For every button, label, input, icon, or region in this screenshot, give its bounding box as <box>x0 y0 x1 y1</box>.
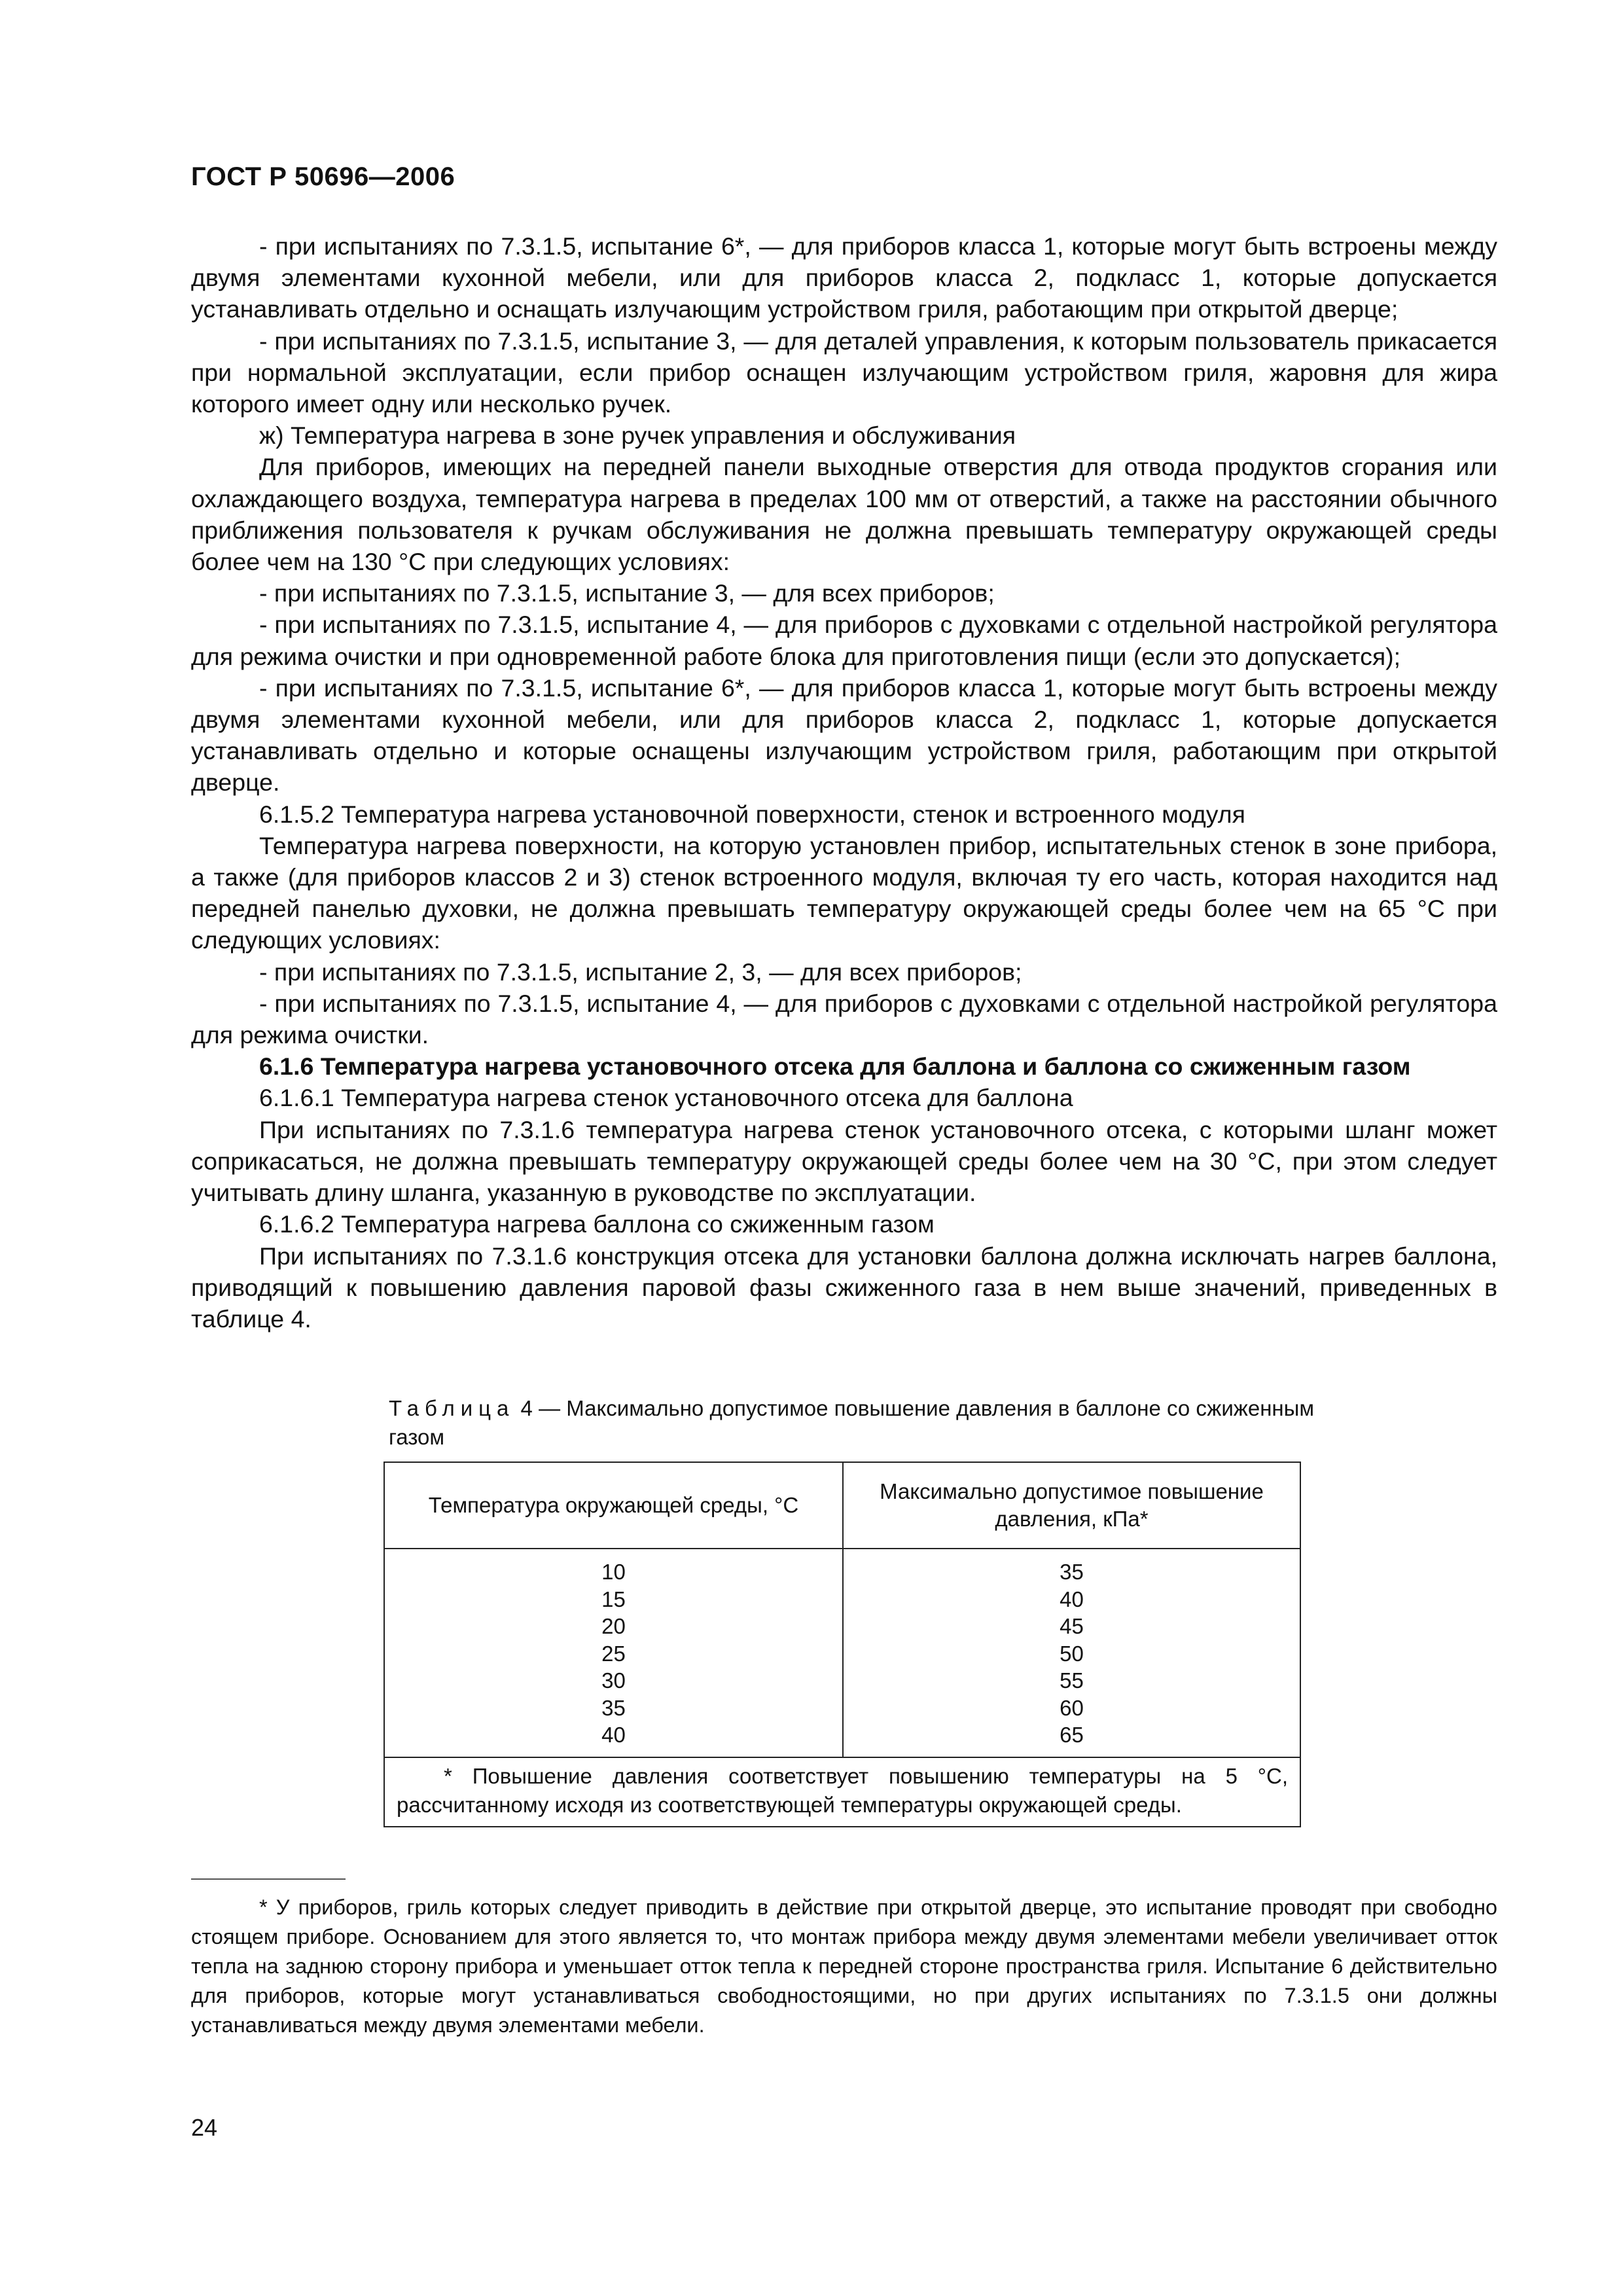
pressure-column <box>843 1549 1300 1757</box>
paragraph: - при испытаниях по 7.3.1.5, испытание 4, — для приборов с духовками с отдельной настройкой регулятора для режима очистки и при одновременной работе блока для приготовления пищи (если это допускается); <box>191 611 1497 670</box>
table-cell: 35 <box>1060 1560 1084 1584</box>
table-cell: 35 <box>601 1695 626 1720</box>
table-cell: 15 <box>601 1587 626 1611</box>
table-cell: 40 <box>1060 1587 1084 1611</box>
table-cell: 20 <box>601 1614 626 1638</box>
document-header: ГОСТ Р 50696—2006 <box>191 162 455 191</box>
paragraph: - при испытаниях по 7.3.1.5, испытание 3, — для деталей управления, к которым пользователь прикасается при нормальной эксплуатации, если прибор оснащен излучающим устройством гриля, жаровня для жира которого имеет одну или несколько ручек. <box>191 327 1497 418</box>
table-cell: 60 <box>1060 1695 1084 1720</box>
data-table <box>383 1462 1301 1827</box>
table-note-row <box>384 1757 1300 1827</box>
paragraph: - при испытаниях по 7.3.1.5, испытание 3, — для всех приборов; <box>259 579 995 607</box>
paragraph: При испытаниях по 7.3.1.6 конструкция отсека для установки баллона должна исключать нагрев баллона, приводящий к повышению давления паровой фазы сжиженного газа в нем выше значений, приведенных в таблице 4. <box>191 1242 1497 1333</box>
paragraph: При испытаниях по 7.3.1.6 температура нагрева стенок установочного отсека, с которыми шланг может соприкасаться, не должна превышать температуру окружающей среды более чем на 30 °С, при этом следует учитывать длину шланга, указанную в руководстве по эксплуатации. <box>191 1115 1497 1207</box>
table-header-row <box>384 1462 1300 1549</box>
paragraph: 6.1.6.1 Температура нагрева стенок установочного отсека для баллона <box>259 1084 1073 1112</box>
table-cell: 30 <box>601 1668 626 1693</box>
table-values-row <box>384 1549 1300 1757</box>
table-note-text: * Повышение давления соответствует повышению температуры на 5 °С, рассчитанному исходя из соответствующей температуры окружающей среды. <box>397 1763 1288 1817</box>
table-cell: 55 <box>1060 1668 1084 1693</box>
table-caption-label: Таблица <box>389 1396 515 1420</box>
table-cell: 40 <box>601 1723 626 1747</box>
paragraph: 6.1.5.2 Температура нагрева установочной поверхности, стенок и встроенного модуля <box>259 800 1245 828</box>
table-caption <box>389 1394 1318 1452</box>
table-header-temperature: Температура окружающей среды, °С <box>384 1462 843 1549</box>
pressure-table <box>383 1462 1301 1827</box>
paragraph: Температура нагрева поверхности, на которую установлен прибор, испытательных стенок в зоне прибора, а также (для приборов классов 2 и 3) стенок встроенного модуля, включая ту его часть, которая находится над передней панелью духовки, не должна превышать температуру окружающей среды более чем на 65 °С при следующих условиях: <box>191 831 1497 954</box>
footnote-divider <box>191 1878 346 1880</box>
body-text <box>191 230 1497 1335</box>
table-caption-text: 4 — Максимально допустимое повышение давления в баллоне со сжиженным газом <box>389 1396 1315 1449</box>
table-cell: 25 <box>601 1641 626 1666</box>
table-cell: 65 <box>1060 1723 1084 1747</box>
page-number: 24 <box>191 2114 218 2141</box>
section-heading: 6.1.6 Температура нагрева установочного отсека для баллона и баллона со сжиженным газом <box>259 1052 1411 1081</box>
paragraph: - при испытаниях по 7.3.1.5, испытание 4, — для приборов с духовками с отдельной настройкой регулятора для режима очистки. <box>191 989 1497 1049</box>
paragraph: - при испытаниях по 7.3.1.5, испытание 6*, — для приборов класса 1, которые могут быть встроены между двумя элементами кухонной мебели, или для приборов класса 2, подкласс 1, которые допускается устанавливать отдельно и оснащать излучающим устройством гриля, работающим при открытой дверце; <box>191 232 1497 323</box>
table-header-pressure: Максимально допустимое повышение давления, кПа* <box>843 1462 1300 1549</box>
table-cell: 10 <box>601 1560 626 1584</box>
table-note <box>384 1757 1300 1827</box>
paragraph: Для приборов, имеющих на передней панели выходные отверстия для отвода продуктов сгорания или охлаждающего воздуха, температура нагрева в пределах 100 мм от отверстий, а также на расстоянии обычного приближения пользователя к ручкам обслуживания не должна превышать температуру окружающей среды более чем на 130 °С при следующих условиях: <box>191 453 1497 576</box>
paragraph: 6.1.6.2 Температура нагрева баллона со сжиженным газом <box>259 1210 935 1238</box>
table-cell: 45 <box>1060 1614 1084 1638</box>
paragraph: - при испытаниях по 7.3.1.5, испытание 2, 3, — для всех приборов; <box>259 958 1022 986</box>
paragraph: ж) Температура нагрева в зоне ручек управления и обслуживания <box>259 422 1016 450</box>
paragraph: - при испытаниях по 7.3.1.5, испытание 6*, — для приборов класса 1, которые могут быть встроены между двумя элементами кухонной мебели, или для приборов класса 2, подкласс 1, которые допускается устанавливать отдельно и которые оснащены излучающим устройством гриля, работающим при открытой дверце. <box>191 673 1497 797</box>
temperature-column <box>384 1549 843 1757</box>
table-cell: 50 <box>1060 1641 1084 1666</box>
footnote: * У приборов, гриль которых следует приводить в действие при открытой дверце, это испытание проводят при свободно стоящем приборе. Основанием для этого является то, что монтаж прибора между двумя элементами мебели увеличивает отток тепла на заднюю сторону прибора и уменьшает отток тепла к передней стороне пространства гриля. Испытание 6 действительно для приборов, которые могут устанавливаться свободностоящими, но при других испытаниях по 7.3.1.5 они должны устанавливаться между двумя элементами мебели. <box>191 1895 1497 2037</box>
